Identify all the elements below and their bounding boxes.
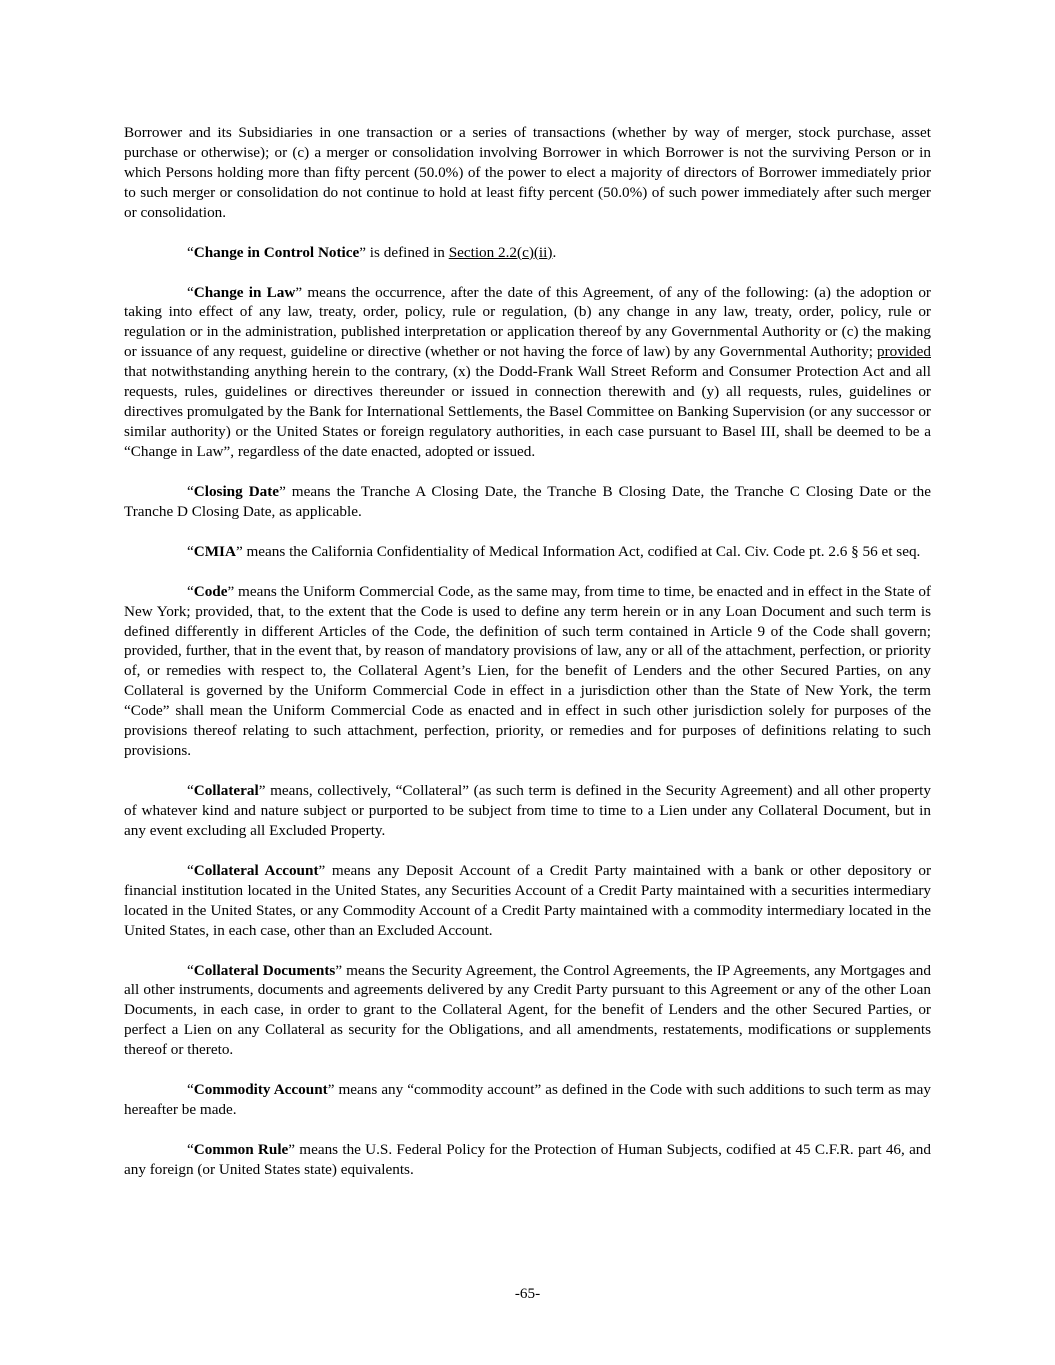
definition-text: ” means the U.S. Federal Policy for the Protection of Human Subjects, codified at 45 C.F.R. part 46, and any foreign (or United States state) equivalents. — [124, 1140, 931, 1178]
defined-term: Code — [193, 582, 228, 600]
section-reference: Section 2.2(c)(ii) — [448, 243, 553, 261]
open-quote: “ — [187, 961, 194, 979]
open-quote: “ — [187, 542, 194, 560]
definition-text: ” means the Uniform Commercial Code, as the same may, from time to time, be enacted and in effect in the State of New York; provided, that, to the extent that the Code is used to define any term herein or in any Loan Document and such term is defined differently in different Articles of the Code, the definition of such term contained in Article 9 of the Code shall govern; provided, further, that in the event that, by reason of mandatory provisions of law, any or all of the attachment, perfection, or priority of, or remedies with respect to, the Collateral Agent’s Lien, for the benefit of Lenders and the other Secured Parties, on any Collateral is governed by the Uniform Commercial Code in effect in a jurisdiction other than the State of New York, the term “Code” shall mean the Uniform Commercial Code as enacted and in effect in such other jurisdiction solely for purposes of the provisions thereof relating to such attachment, perfection, priority, or remedies and for purposes of definitions relating to such provisions. — [124, 582, 931, 760]
open-quote: “ — [187, 243, 194, 261]
definition-end: . — [552, 243, 557, 261]
document-page — [124, 123, 931, 1200]
definition-text-continued: that notwithstanding anything herein to the contrary, (x) the Dodd-Frank Wall Street Reform and Consumer Protection Act and all requests, rules, guidelines or directives thereunder or issued in connection therewith and (y) all requests, rules, guidelines or directives promulgated by the Bank for International Settlements, the Basel Committee on Banking Supervision (or any successor or similar authority) or the United States or foreign regulatory authorities, in each case pursuant to Basel III, shall be deemed to be a “Change in Law”, regardless of the date enacted, adopted or issued. — [124, 363, 931, 461]
defined-term: Change in Law — [193, 283, 296, 301]
definition-collateral-documents — [124, 961, 931, 1061]
definition-text: ” means the California Confidentiality of Medical Information Act, codified at Cal. Civ. Code pt. 2.6 § 56 et seq. — [235, 542, 921, 560]
definition-text: ” means the Tranche A Closing Date, the Tranche B Closing Date, the Tranche C Closing Date or the Tranche D Closing Date, as applicable. — [124, 482, 932, 520]
open-quote: “ — [187, 1081, 194, 1099]
defined-term: Common Rule — [193, 1140, 289, 1158]
open-quote: “ — [187, 482, 194, 500]
definition-closing-date — [124, 482, 931, 522]
definition-code — [124, 582, 931, 762]
paragraph-continuation: Borrower and its Subsidiaries in one transaction or a series of transactions (whether by way of merger, stock purchase, asset purchase or otherwise); or (c) a merger or consolidation involving Borrower in which Borrower is not the surviving Person or in which Persons holding more than fifty percent (50.0%) of the power to elect a majority of directors of Borrower immediately prior to such merger or consolidation do not continue to hold at least fifty percent (50.0%) of such power immediately after such merger or consolidation. — [124, 124, 931, 221]
definition-text: ” is defined in — [359, 243, 449, 261]
open-quote: “ — [187, 782, 194, 800]
definition-text: ” means the Security Agreement, the Control Agreements, the IP Agreements, any Mortgages and all other instruments, documents and agreements delivered by any Credit Party pursuant to this Agreement or any of the other Loan Documents, in each case, in order to grant to the Collateral Agent, for the benefit of Lenders and the other Secured Parties, or perfect a Lien on any Collateral as security for the Obligations, and all amendments, restatements, modifications or supplements thereof or thereto. — [124, 961, 931, 1059]
open-quote: “ — [187, 582, 194, 600]
definition-text: ” means any Deposit Account of a Credit Party maintained with a bank or other depository or financial institution located in the United States, any Securities Account of a Credit Party maintained with a securities intermediary located in the United States, or any Commodity Account of a Credit Party maintained with a commodity intermediary located in the United States, in each case, other than an Excluded Account. — [124, 861, 932, 939]
definition-common-rule — [124, 1140, 931, 1180]
defined-term: Closing Date — [193, 482, 280, 500]
definition-collateral — [124, 781, 931, 841]
open-quote: “ — [187, 861, 194, 879]
defined-term: Collateral Account — [193, 861, 319, 879]
definition-text: ” means, collectively, “Collateral” (as such term is defined in the Security Agreement) and all other property of whatever kind and nature subject or purported to be subject from time to time to a Lien under any Collateral Document, but in any event excluding all Excluded Property. — [124, 782, 931, 839]
page-number: -65- — [514, 1285, 541, 1302]
open-quote: “ — [187, 283, 194, 301]
defined-term: Change in Control Notice — [193, 243, 360, 261]
provided-proviso: provided — [877, 343, 931, 361]
definition-change-in-control-notice — [124, 243, 931, 263]
definition-commodity-account — [124, 1080, 931, 1120]
defined-term: Commodity Account — [193, 1081, 328, 1099]
definition-collateral-account — [124, 861, 931, 941]
definition-cmia — [124, 542, 931, 562]
definition-text: ” means the occurrence, after the date of this Agreement, of any of the following: (a) the adoption or taking into effect of any law, treaty, order, policy, rule or regulation, (b) any change in any law, treaty, order, policy, rule or regulation or in the administration, published interpretation or application thereof by any Governmental Authority or (c) the making or issuance of any request, guideline or directive (whether or not having the force of law) by any Governmental Authority; — [124, 283, 931, 361]
defined-term: CMIA — [193, 542, 236, 560]
defined-term: Collateral — [193, 782, 259, 800]
defined-term: Collateral Documents — [193, 961, 336, 979]
definition-change-in-law — [124, 283, 931, 463]
definition-text: ” means any “commodity account” as defined in the Code with such additions to such term as may hereafter be made. — [124, 1081, 932, 1119]
open-quote: “ — [187, 1140, 194, 1158]
